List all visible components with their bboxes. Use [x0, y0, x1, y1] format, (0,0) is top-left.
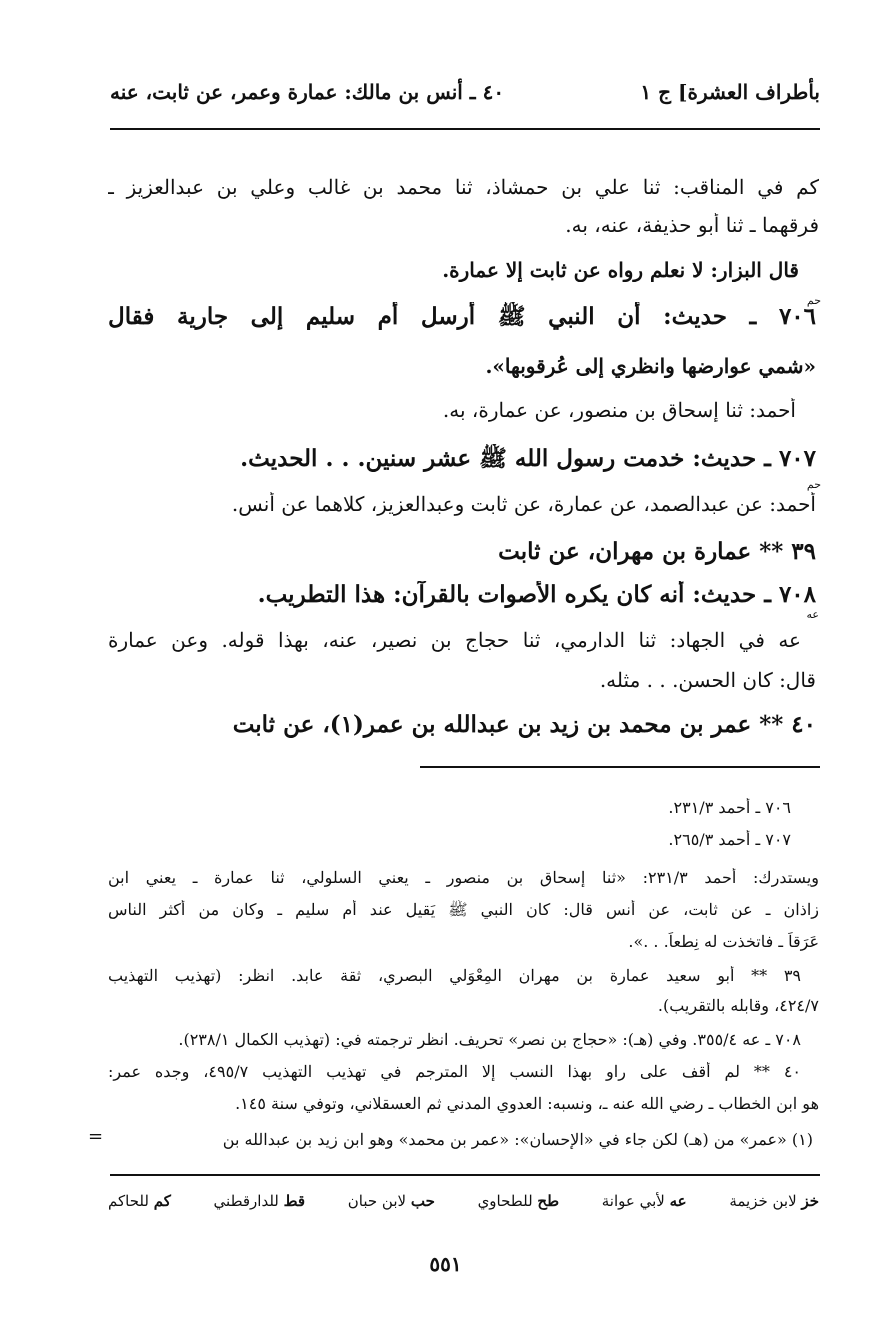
- legend-item: [729, 1192, 819, 1210]
- footnote-line: ٤٢٤/٧، وقابله بالتقريب).: [657, 996, 819, 1015]
- footnote-line: هو ابن الخطاب ـ رضي الله عنه ـ، ونسبه: العدوي المدني ثم العسقلاني، وتوفي سنة ١٤٥.: [235, 1094, 819, 1113]
- footnote-line: ٣٩ ** أبو سعيد عمارة بن مهران المِعْوَلي البصري، ثقة عابد. انظر: (تهذيب التهذيب: [108, 966, 801, 985]
- footnote-line: (١) «عمر» من (هـ) لكن جاء في «الإحسان»: «عمر بن محمد» وهو ابن زيد بن عبدالله بن: [222, 1130, 813, 1149]
- footnote-rule: [420, 766, 820, 768]
- margin-siglum: حم: [806, 478, 821, 491]
- margin-siglum: عه: [806, 608, 819, 621]
- book-title: بأطراف العشرة] ج ١: [640, 80, 820, 104]
- footnote-line: ٤٠ ** لم أقف على راو بهذا النسب إلا المترجم في تهذيب التهذيب ٤٩٥/٧، وجده عمر:: [108, 1062, 801, 1081]
- legend-label: للدارقطني: [213, 1192, 284, 1210]
- text-line: قال: كان الحسن. . . مثله.: [599, 668, 816, 692]
- page-number: ٥٥١: [429, 1252, 462, 1276]
- legend-item: [214, 1192, 306, 1210]
- continuation-mark: =: [88, 1126, 104, 1147]
- text-line: فرقهما ـ ثنا أبو حذيفة، عنه، به.: [565, 213, 819, 237]
- text-line: عه في الجهاد: ثنا الدارمي، ثنا حجاج بن نصير، عنه، بهذا قوله. وعن عمارة: [108, 628, 801, 652]
- section-title: ٤٠ ـ أنس بن مالك: عمارة وعمر، عن ثابت، عنه: [110, 80, 505, 104]
- legend-code: قط: [283, 1192, 306, 1210]
- hadith-heading: ٧٠٦ ـ حديث: أن النبي ﷺ أرسل أم سليم إلى جارية فقال: [108, 303, 816, 330]
- margin-siglum: حم: [806, 294, 821, 307]
- legend-item: [348, 1192, 435, 1210]
- text-line: أحمد: عن عبدالصمد، عن عمارة، عن ثابت وعبدالعزيز، كلاهما عن أنس.: [231, 492, 816, 516]
- legend-label: للطحاوي: [477, 1192, 538, 1210]
- abbreviation-legend: [108, 1192, 819, 1210]
- footnote-line: زاذان ـ عن ثابت، عن أنس قال: كان النبي ﷺ يَقيل عند أم سليم ـ وكان من أكثر الناس: [108, 900, 819, 919]
- footnote-line: ٧٠٨ ـ عه ٣٥٥/٤. وفي (هـ): «حجاج بن نصر» تحريف. انظر ترجمته في: (تهذيب الكمال ٢٣٨/١).: [178, 1030, 801, 1049]
- text-line: كم في المناقب: ثنا علي بن حمشاذ، ثنا محمد بن غالب وعلي بن عبدالعزيز ـ: [108, 175, 819, 199]
- footnote-line: ٧٠٦ ـ أحمد ٢٣١/٣.: [668, 798, 791, 817]
- legend-code: طح: [537, 1192, 560, 1210]
- legend-label: لابن خزيمة: [729, 1192, 802, 1210]
- legend-code: عه: [669, 1192, 687, 1210]
- legend-item: [478, 1192, 559, 1210]
- legend-rule: [110, 1174, 820, 1176]
- legend-code: كم: [153, 1192, 171, 1210]
- header-rule: [110, 128, 820, 130]
- text-line: «شمي عوارضها وانظري إلى عُرقوبها».: [485, 354, 816, 378]
- hadith-heading: ٧٠٧ ـ حديث: خدمت رسول الله ﷺ عشر سنين. . . الحديث.: [240, 445, 816, 472]
- footnote-line: ٧٠٧ ـ أحمد ٢٦٥/٣.: [668, 830, 791, 849]
- narrator-heading: ٣٩ ** عمارة بن مهران، عن ثابت: [498, 538, 816, 565]
- legend-item: [602, 1192, 687, 1210]
- narrator-heading: ٤٠ ** عمر بن محمد بن زيد بن عبدالله بن عمر(١)، عن ثابت: [232, 711, 816, 738]
- legend-item: [108, 1192, 171, 1210]
- legend-label: للحاكم: [108, 1192, 154, 1210]
- legend-code: خز: [801, 1192, 819, 1210]
- footnote-line: ويستدرك: أحمد ٢٣١/٣: «ثنا إسحاق بن منصور ـ يعني السلولي، ثنا عمارة ـ يعني ابن: [108, 868, 819, 887]
- footnote-line: عَرَقاً ـ فاتخذت له نِطعاً. . .».: [628, 932, 819, 951]
- legend-label: لأبي عوانة: [601, 1192, 670, 1210]
- hadith-heading: ٧٠٨ ـ حديث: أنه كان يكره الأصوات بالقرآن: هذا التطريب.: [257, 581, 816, 608]
- running-header: [110, 80, 820, 120]
- legend-label: لابن حبان: [347, 1192, 411, 1210]
- text-line: قال البزار: لا نعلم رواه عن ثابت إلا عمارة.: [442, 258, 799, 282]
- legend-code: حب: [410, 1192, 435, 1210]
- text-line: أحمد: ثنا إسحاق بن منصور، عن عمارة، به.: [442, 398, 796, 422]
